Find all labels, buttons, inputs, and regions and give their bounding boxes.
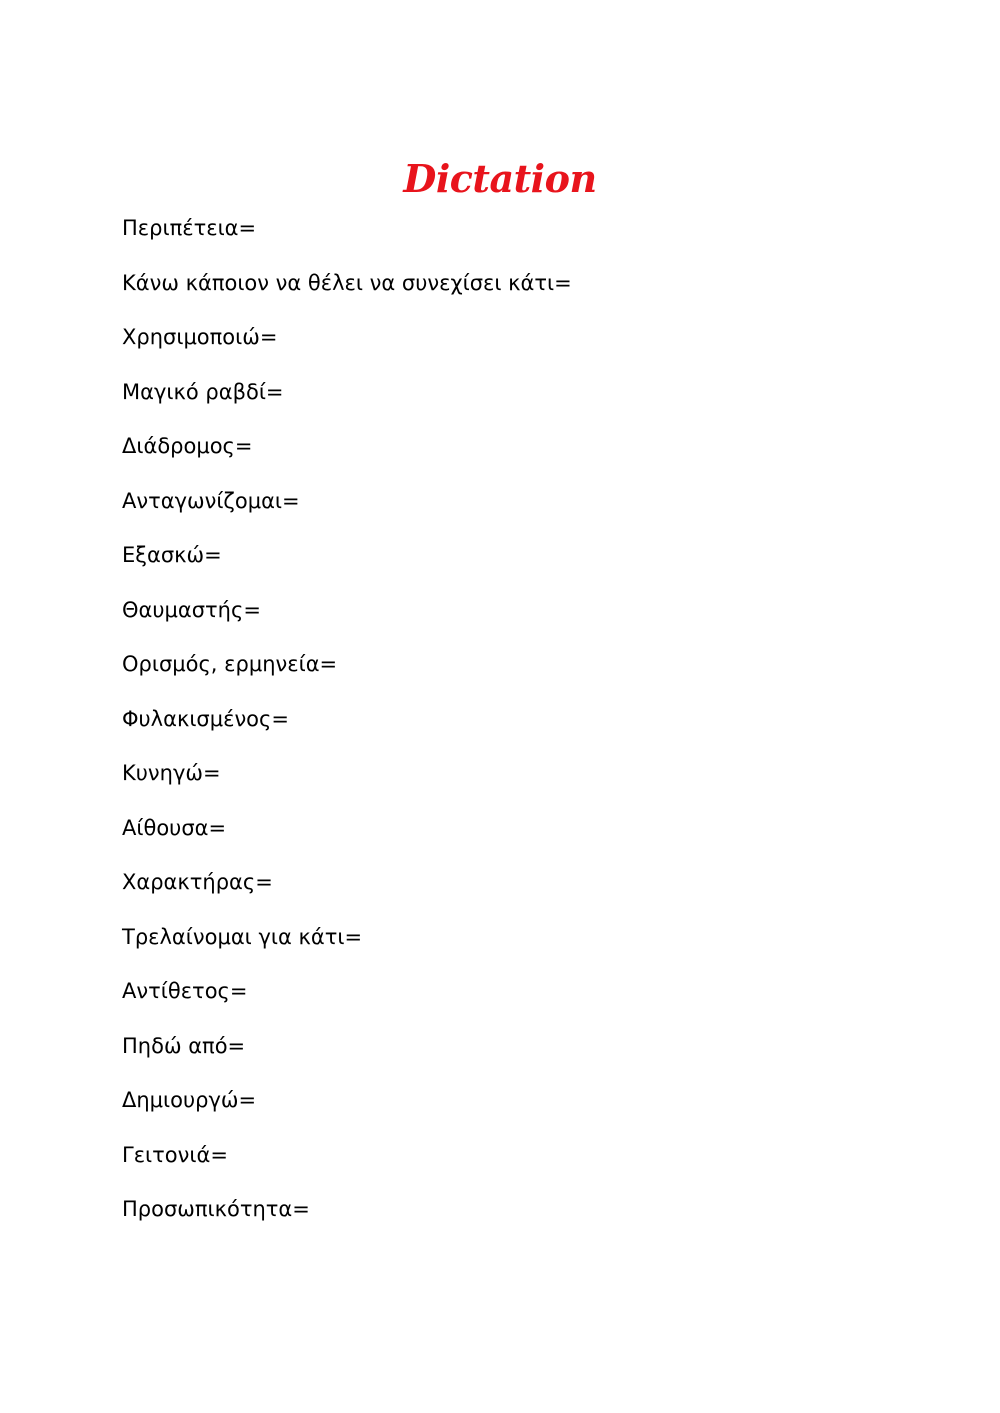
- vocabulary-item: Γειτονιά=: [122, 1142, 228, 1167]
- vocabulary-item: Περιπέτεια=: [122, 216, 257, 240]
- vocabulary-item: Χαρακτήρας=: [122, 870, 273, 894]
- vocabulary-item: Φυλακισμένος=: [122, 706, 289, 731]
- vocabulary-item: Πηδώ από=: [122, 1033, 246, 1058]
- vocabulary-item: Τρελαίνομαι για κάτι=: [122, 924, 363, 949]
- vocabulary-item: Προσωπικότητα=: [122, 1197, 310, 1221]
- vocabulary-item: Κάνω κάποιον να θέλει να συνεχίσει κάτι=: [122, 270, 572, 295]
- vocabulary-item: Χρησιμοποιώ=: [122, 325, 278, 349]
- vocabulary-item: Δημιουργώ=: [122, 1088, 257, 1112]
- vocabulary-list: [122, 210, 572, 1246]
- vocabulary-item: Κυνηγώ=: [122, 761, 221, 785]
- vocabulary-item: Διάδρομος=: [122, 434, 253, 458]
- vocabulary-item: Θαυμαστής=: [122, 597, 261, 622]
- vocabulary-item: Εξασκώ=: [122, 543, 222, 567]
- vocabulary-item: Ανταγωνίζομαι=: [122, 488, 300, 513]
- vocabulary-item: Αίθουσα=: [122, 815, 227, 840]
- page-title: Dictation: [403, 156, 597, 202]
- vocabulary-item: Αντίθετος=: [122, 979, 248, 1003]
- vocabulary-item: Ορισμός, ερμηνεία=: [122, 652, 338, 676]
- vocabulary-item: Μαγικό ραβδί=: [122, 379, 284, 404]
